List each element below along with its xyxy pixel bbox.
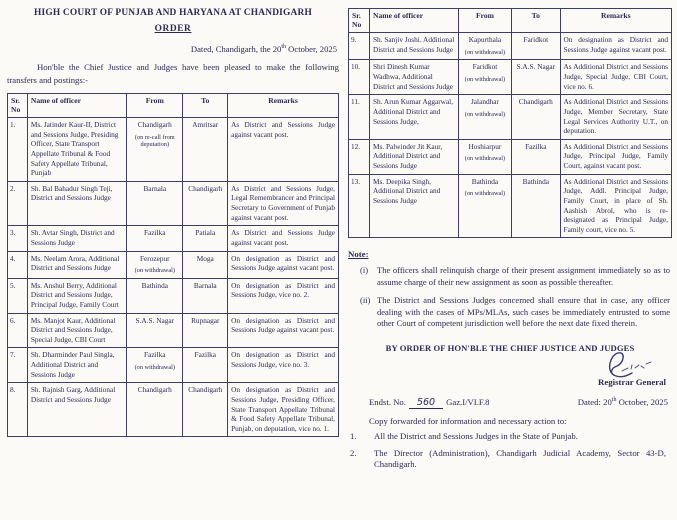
from-station bbox=[458, 139, 511, 174]
to-station: Amritsar bbox=[183, 118, 228, 182]
row-serial: 8. bbox=[8, 383, 28, 437]
cc-item bbox=[348, 431, 672, 443]
table-row bbox=[349, 174, 672, 238]
to-station: Bathinda bbox=[512, 174, 560, 238]
to-station: S.A.S. Nagar bbox=[512, 60, 560, 95]
row-serial: 11. bbox=[349, 95, 370, 140]
col-header-to: To bbox=[512, 9, 560, 33]
transfers-table-right bbox=[348, 8, 672, 238]
officer-name: Ms. Deepika Singh, Additional District and Sessions Judge bbox=[369, 174, 458, 238]
officer-name: Sh. Avtar Singh, District and Sessions Judge bbox=[27, 226, 126, 251]
col-header-name: Name of officer bbox=[369, 9, 458, 33]
table-row bbox=[8, 383, 339, 437]
officer-name: Sh. Dharminder Paul Singla, Additional District and Sessions Judge bbox=[27, 348, 126, 383]
from-station bbox=[458, 33, 511, 60]
col-header-from: From bbox=[458, 9, 511, 33]
remarks-text: As District and Sessions Judge against vacant post. bbox=[228, 118, 339, 182]
table-row bbox=[8, 313, 339, 348]
from-station-note: (on withdrawal) bbox=[464, 190, 506, 198]
table-row bbox=[349, 95, 672, 140]
from-station-name: Chandigarh bbox=[137, 120, 172, 130]
order-heading: ORDER bbox=[154, 23, 192, 34]
row-serial: 6. bbox=[8, 313, 28, 348]
table-row bbox=[349, 60, 672, 95]
from-station bbox=[458, 60, 511, 95]
from-station-note: (on withdrawal) bbox=[134, 364, 175, 372]
note-heading: Note: bbox=[348, 249, 369, 260]
col-header-name: Name of officer bbox=[27, 93, 126, 117]
to-station: Fazilka bbox=[512, 139, 560, 174]
remarks-text: On designation as District and Sessions Judge, vice no. 2. bbox=[228, 278, 339, 313]
date-line bbox=[7, 44, 339, 54]
col-header-sr: Sr. No bbox=[8, 93, 28, 117]
row-serial: 2. bbox=[8, 181, 28, 226]
from-station-note: (on withdrawal) bbox=[134, 267, 175, 275]
row-serial: 9. bbox=[349, 33, 370, 60]
note-item bbox=[348, 265, 672, 288]
officer-name: Sh. Bal Bahadur Singh Teji, District and Sessions Judge bbox=[27, 181, 126, 226]
col-header-to: To bbox=[183, 93, 228, 117]
table-row bbox=[349, 33, 672, 60]
to-station: Chandigarh bbox=[512, 95, 560, 140]
table-row bbox=[8, 118, 339, 182]
remarks-text: On designation as District and Sessions Judge, vice no. 3. bbox=[228, 348, 339, 383]
signature-block bbox=[348, 353, 672, 389]
endst-label: Endst. No. bbox=[369, 396, 406, 407]
from-station-name: Fazilka bbox=[144, 350, 166, 360]
from-station-name: Jalandhar bbox=[470, 97, 499, 107]
remarks-text: As Additional District and Sessions Judge, Principal Judge, Family Court, against vacant post. bbox=[560, 139, 671, 174]
from-station bbox=[127, 181, 183, 226]
note-text: The officers shall relinquish charge of their present assignment immediately so as to assume charge of their new assignment as soon as possible thereafter. bbox=[377, 265, 670, 288]
by-order-line: BY ORDER OF HON'BLE THE CHIEF JUSTICE AND JUDGES bbox=[385, 342, 635, 353]
remarks-text: As District and Sessions Judge, Legal Remembrancer and Principal Secretary to Government of Punjab against vacant post. bbox=[228, 181, 339, 226]
officer-name: Ms. Neelam Arora, Additional District and Sessions Judge bbox=[27, 251, 126, 278]
from-station-name: S.A.S. Nagar bbox=[135, 315, 175, 325]
table-row bbox=[8, 181, 339, 226]
from-station-name: Chandigarh bbox=[137, 385, 172, 395]
table-row bbox=[8, 226, 339, 251]
from-station-name: Kapurthala bbox=[468, 35, 502, 45]
remarks-text: As District and Sessions Judge against vacant post. bbox=[228, 226, 339, 251]
note-text: The District and Sessions Judges concerned shall ensure that in case, any officer dealing with the cases of MPs/MLAs, such cases be immediately entrusted to some other Court of competent jurisdiction well before the next date fixed therein. bbox=[377, 294, 670, 329]
table-row bbox=[349, 139, 672, 174]
to-station: Patiala bbox=[183, 226, 228, 251]
endst-dated bbox=[568, 397, 668, 407]
col-header-from: From bbox=[127, 93, 183, 117]
from-station bbox=[127, 383, 183, 437]
left-column bbox=[7, 7, 339, 516]
from-station-name: Ferozepur bbox=[139, 253, 170, 263]
row-serial: 10. bbox=[349, 60, 370, 95]
remarks-text: On designation as District and Sessions Judge against vacant post. bbox=[228, 313, 339, 348]
officer-name: Ms. Palwinder Jit Kaur, Additional District and Sessions Judge bbox=[369, 139, 458, 174]
row-serial: 5. bbox=[8, 278, 28, 313]
row-serial: 13. bbox=[349, 174, 370, 238]
to-station: Moga bbox=[183, 251, 228, 278]
date-suffix: October, 2025 bbox=[286, 43, 337, 54]
cc-number: 1. bbox=[350, 430, 357, 441]
to-station: Fazilka bbox=[183, 348, 228, 383]
to-station: Rupnagar bbox=[183, 313, 228, 348]
row-serial: 3. bbox=[8, 226, 28, 251]
row-serial: 12. bbox=[349, 139, 370, 174]
note-item bbox=[348, 295, 672, 330]
remarks-text: On designation as District and Sessions Judge, Presiding Officer, State Transport Appellate Tribunal & Food Safety Appellate Tribunal, Punjab, on deputation, vice no. 1. bbox=[228, 383, 339, 437]
officer-name: Ms. Anshul Berry, Additional District and Sessions Judge, Principal Judge, Family Court bbox=[27, 278, 126, 313]
endst-reference: Gaz.I/VI.F.8 bbox=[446, 396, 490, 407]
signatory-title: Registrar General bbox=[598, 376, 666, 387]
transfers-table-left bbox=[7, 93, 339, 438]
from-station-name: Faridkot bbox=[472, 62, 498, 72]
from-station-note: (on withdrawal) bbox=[464, 155, 506, 163]
table-header-row bbox=[349, 9, 672, 33]
from-station bbox=[127, 251, 183, 278]
remarks-text: As Additional District and Sessions Judge, Member Secretary, State Legal Services Authority U.T., on deputation. bbox=[560, 95, 671, 140]
note-marker: (i) bbox=[360, 265, 369, 276]
from-station bbox=[458, 95, 511, 140]
table-header-row bbox=[8, 93, 339, 117]
from-station-note: (on withdrawal) bbox=[464, 48, 506, 56]
row-serial: 4. bbox=[8, 251, 28, 278]
endst-number-handwritten: 560 bbox=[409, 397, 443, 409]
endst-dated-ordinal: th bbox=[611, 397, 617, 404]
officer-name: Ms. Jatinder Kaur-II, District and Sessions Judge, Presiding Officer, State Transport Appellate Tribunal & Food Safety Appellate Tribunal, Punjab bbox=[27, 118, 126, 182]
table-row bbox=[8, 278, 339, 313]
copy-forwarded-line: Copy forwarded for information and necessary action to: bbox=[369, 415, 567, 426]
officer-name: Ms. Manjot Kaur, Additional District and Sessions Judge, Special Judge, CBI Court bbox=[27, 313, 126, 348]
officer-name: Sh. Sanjiv Joshi. Additional District and Sessions Judge bbox=[369, 33, 458, 60]
date-prefix: Dated, Chandigarh, the 20 bbox=[190, 43, 282, 54]
court-title: HIGH COURT OF PUNJAB AND HARYANA AT CHANDIGARH bbox=[34, 8, 312, 18]
cc-number: 2. bbox=[350, 447, 357, 458]
from-station-note: (on re-call from deputation) bbox=[134, 133, 175, 149]
row-serial: 7. bbox=[8, 348, 28, 383]
remarks-text: On designation as District and Sessions Judge against vacant post. bbox=[228, 251, 339, 278]
from-station bbox=[127, 278, 183, 313]
officer-name: Sh. Rajnish Garg, Additional District and Sessions Judge bbox=[27, 383, 126, 437]
from-station bbox=[127, 348, 183, 383]
right-column bbox=[348, 7, 672, 516]
from-station-name: Bathinda bbox=[471, 176, 499, 186]
col-header-sr: Sr. No bbox=[349, 9, 370, 33]
from-station-name: Barnala bbox=[143, 183, 167, 193]
remarks-text: As Additional District and Sessions Judge, Addl. Principal Judge, Family Court, in place of Sh. Aashish Abrol, who is re-designated as Principal Judge, Family court, vice no. 5. bbox=[560, 174, 671, 238]
from-station bbox=[127, 313, 183, 348]
cc-text: All the District and Sessions Judges in the State of Punjab. bbox=[374, 430, 578, 441]
cc-text: The Director (Administration), Chandigarh Judicial Academy, Sector 43-D, Chandigarh. bbox=[374, 447, 666, 470]
to-station: Chandigarh bbox=[183, 181, 228, 226]
officer-name: Shri Dinesh Kumar Wadhwa, Additional District and Sessions Judge bbox=[369, 60, 458, 95]
from-station-note: (on withdrawal) bbox=[464, 110, 506, 118]
date-ordinal: th bbox=[281, 43, 287, 50]
from-station-name: Fazilka bbox=[144, 228, 166, 238]
from-station bbox=[458, 174, 511, 238]
to-station: Faridkot bbox=[512, 33, 560, 60]
remarks-text: On designation as District and Sessions Judge against vacant post. bbox=[560, 33, 671, 60]
endst-dated-prefix: Dated: 20 bbox=[577, 396, 612, 407]
endst-dated-suffix: October, 2025 bbox=[616, 396, 668, 407]
table-row bbox=[8, 348, 339, 383]
to-station: Barnala bbox=[183, 278, 228, 313]
endst-line bbox=[348, 397, 672, 409]
from-station-name: Bathinda bbox=[141, 280, 168, 290]
col-header-remarks: Remarks bbox=[560, 9, 671, 33]
col-header-remarks: Remarks bbox=[228, 93, 339, 117]
from-station-note: (on withdrawal) bbox=[464, 76, 506, 84]
to-station: Chandigarh bbox=[183, 383, 228, 437]
intro-paragraph: Hon'ble the Chief Justice and Judges have been pleased to make the following transfers and postings:- bbox=[7, 61, 339, 85]
note-marker: (ii) bbox=[360, 294, 371, 305]
from-station bbox=[127, 118, 183, 182]
table-row bbox=[8, 251, 339, 278]
from-station-name: Hoshiarpur bbox=[468, 141, 502, 151]
remarks-text: As Additional District and Sessions Judge, Special Judge, CBI Court, vice no. 6. bbox=[560, 60, 671, 95]
from-station bbox=[127, 226, 183, 251]
cc-item bbox=[348, 448, 672, 471]
row-serial: 1. bbox=[8, 118, 28, 182]
officer-name: Sh. Arun Kumar Aggarwal, Additional District and Sessions Judge, bbox=[369, 95, 458, 140]
